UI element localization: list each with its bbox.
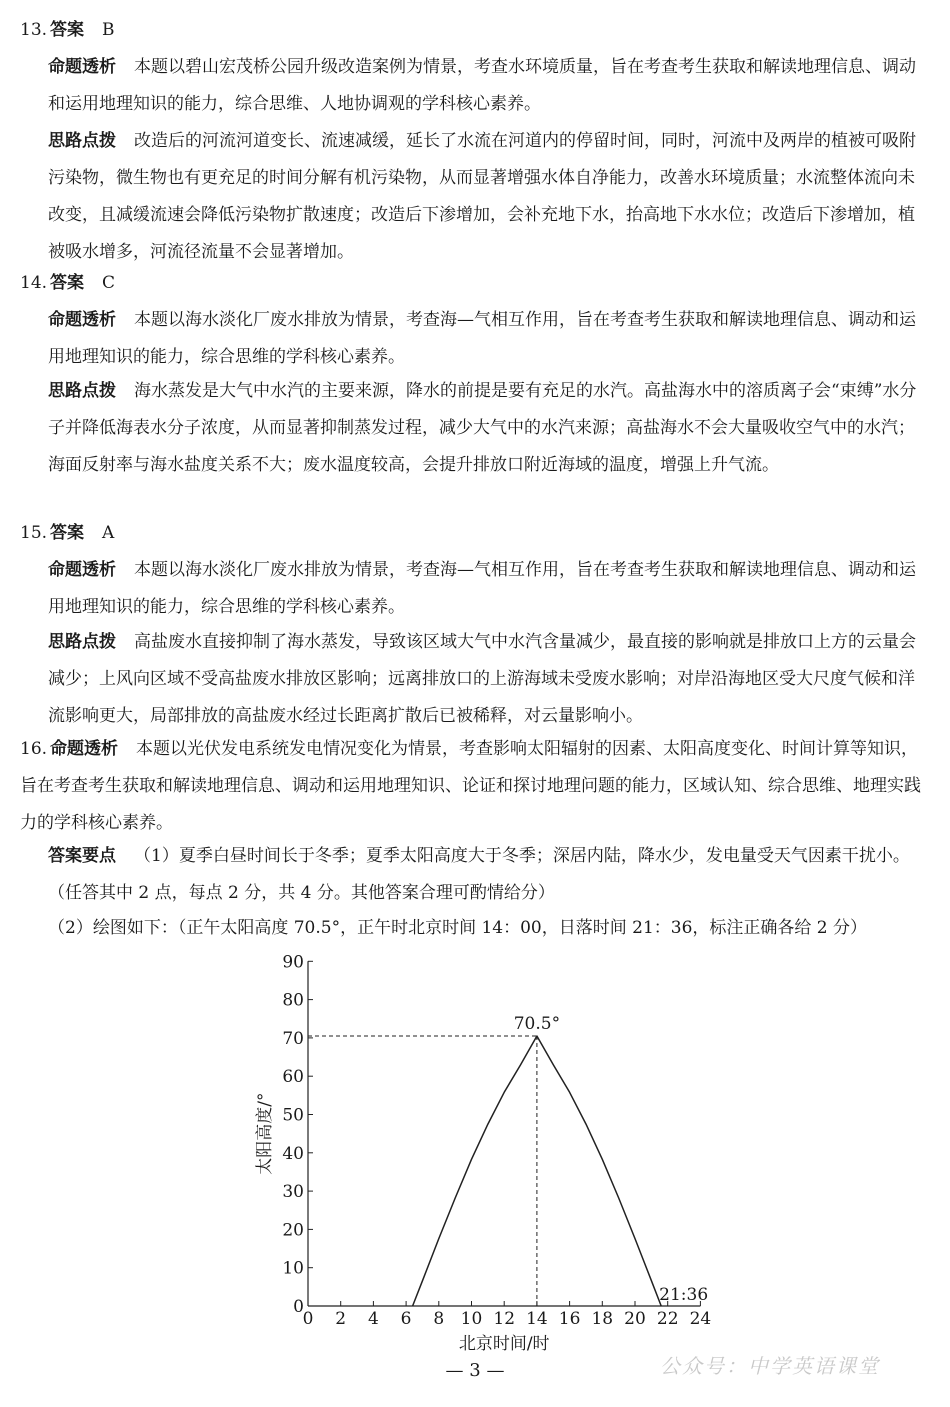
y-tick-label: 80 bbox=[282, 990, 304, 1011]
question-number: 16. bbox=[20, 739, 48, 759]
answer-value: B bbox=[102, 20, 115, 40]
q15-intent bbox=[48, 552, 928, 626]
hint-label: 思路点拨 bbox=[48, 632, 116, 652]
q13-intent bbox=[48, 49, 928, 123]
hint-text: 海水蒸发是大气中水汽的主要来源，降水的前提是要有充足的水汽。高盐海水中的溶质离子会“束缚”水分子并降低海表水分子浓度，从而显著抑制蒸发过程，减少大气中的水汽来源；高盐海水不会大量吸收空气中的水汽；海面反射率与海水盐度关系不大；废水温度较高，会提升排放口附近海域的温度，增强上升气流。 bbox=[48, 381, 917, 475]
q16-intent bbox=[20, 731, 928, 842]
question-number: 15. bbox=[20, 523, 48, 543]
sunset-label: 21:36 bbox=[659, 1285, 709, 1305]
q16-key-part2 bbox=[48, 910, 928, 947]
y-tick-label: 40 bbox=[282, 1143, 304, 1164]
key-label: 答案要点 bbox=[48, 846, 116, 866]
peak-label: 70.5° bbox=[513, 1013, 561, 1034]
x-tick-label: 10 bbox=[460, 1309, 483, 1329]
q13-hint bbox=[48, 123, 928, 271]
y-tick-label: 90 bbox=[282, 952, 304, 973]
y-tick-label: 20 bbox=[282, 1220, 304, 1241]
x-tick-label: 8 bbox=[433, 1309, 445, 1329]
hint-label: 思路点拨 bbox=[48, 131, 116, 151]
x-tick-label: 16 bbox=[558, 1309, 581, 1329]
x-tick-label: 22 bbox=[656, 1309, 679, 1329]
x-tick-label: 24 bbox=[689, 1309, 712, 1329]
y-tick-label: 0 bbox=[293, 1297, 304, 1317]
q13-answer-line bbox=[20, 12, 928, 49]
question-number: 14. bbox=[20, 273, 48, 293]
intent-text: 本题以光伏发电系统发电情况变化为情景，考查影响太阳辐射的因素、太阳高度变化、时间计算等知识，旨在考查考生获取和解读地理信息、调动和运用地理知识、论证和探讨地理问题的能力，区域认知、综合思维、地理实践力的学科核心素养。 bbox=[20, 739, 921, 833]
y-axis-label: 太阳高度/° bbox=[255, 1092, 275, 1175]
key-part2: （2）绘图如下：（正午太阳高度 70.5°，正午时北京时间 14：00，日落时间 21：36，标注正确各给 2 分） bbox=[48, 918, 868, 938]
intent-text: 本题以海水淡化厂废水排放为情景，考查海—气相互作用，旨在考查考生获取和解读地理信息、调动和运用地理知识的能力，综合思维的学科核心素养。 bbox=[48, 310, 916, 367]
intent-label: 命题透析 bbox=[48, 57, 116, 77]
key-part1: （1）夏季白昼时间长于冬季；夏季太阳高度大于冬季；深居内陆，降水少，发电量受天气因素干扰小。（任答其中 2 点，每点 2 分，共 4 分。其他答案合理可酌情给分） bbox=[48, 846, 910, 903]
intent-text: 本题以碧山宏茂桥公园升级改造案例为情景，考查水环境质量，旨在考查考生获取和解读地理信息、调动和运用地理知识的能力，综合思维、人地协调观的学科核心素养。 bbox=[48, 57, 916, 114]
page-number: — 3 — bbox=[445, 1360, 505, 1381]
answer-label: 答案 bbox=[50, 273, 84, 293]
x-tick-label: 18 bbox=[591, 1309, 614, 1329]
q16-key bbox=[48, 838, 928, 912]
intent-label: 命题透析 bbox=[50, 739, 118, 759]
question-number: 13. bbox=[20, 20, 48, 40]
answer-value: C bbox=[102, 273, 116, 293]
x-tick-label: 2 bbox=[335, 1309, 347, 1329]
y-tick-label: 10 bbox=[282, 1258, 304, 1279]
x-axis-label: 北京时间/时 bbox=[458, 1334, 550, 1354]
q14-hint bbox=[48, 373, 928, 484]
x-tick-label: 4 bbox=[367, 1309, 379, 1329]
y-tick-label: 30 bbox=[282, 1182, 304, 1203]
y-tick-label: 60 bbox=[282, 1067, 304, 1088]
watermark: 公众号：中学英语课堂 bbox=[660, 1354, 880, 1378]
q15-answer-line bbox=[20, 515, 928, 552]
hint-text: 高盐废水直接抑制了海水蒸发，导致该区域大气中水汽含量减少，最直接的影响就是排放口上方的云量会减少；上风向区域不受高盐废水排放区影响；远离排放口的上游海域未受废水影响；对岸沿海地区受大尺度气候和洋流影响更大，局部排放的高盐废水经过长距离扩散后已被稀释，对云量影响小。 bbox=[48, 632, 916, 726]
answer-value: A bbox=[102, 523, 115, 543]
y-tick-label: 50 bbox=[282, 1105, 304, 1126]
intent-label: 命题透析 bbox=[48, 310, 116, 330]
y-tick-label: 70 bbox=[282, 1028, 304, 1049]
intent-text: 本题以海水淡化厂废水排放为情景，考查海—气相互作用，旨在考查考生获取和解读地理信息、调动和运用地理知识的能力，综合思维的学科核心素养。 bbox=[48, 560, 916, 617]
x-tick-label: 6 bbox=[400, 1309, 412, 1329]
q14-answer-line bbox=[20, 265, 928, 302]
q14-intent bbox=[48, 302, 928, 376]
x-tick-label: 14 bbox=[526, 1309, 548, 1329]
intent-label: 命题透析 bbox=[48, 560, 116, 580]
answer-label: 答案 bbox=[50, 20, 84, 40]
x-tick-label: 12 bbox=[493, 1309, 516, 1329]
hint-text: 改造后的河流河道变长、流速减缓，延长了水流在河道内的停留时间，同时，河流中及两岸的植被可吸附污染物，微生物也有更充足的时间分解有机污染物，从而显著增强水体自净能力，改善水环境质量；水流整体流向未改变，且减缓流速会降低污染物扩散速度；改造后下渗增加，会补充地下水，抬高地下水水位；改造后下渗增加，植被吸水增多，河流径流量不会显著增加。 bbox=[48, 131, 916, 262]
answer-label: 答案 bbox=[50, 523, 84, 543]
x-tick-label: 20 bbox=[624, 1309, 646, 1329]
hint-label: 思路点拨 bbox=[48, 381, 116, 401]
q15-hint bbox=[48, 624, 928, 735]
x-tick-label: 0 bbox=[302, 1309, 314, 1329]
solar-altitude-chart bbox=[240, 945, 740, 1355]
